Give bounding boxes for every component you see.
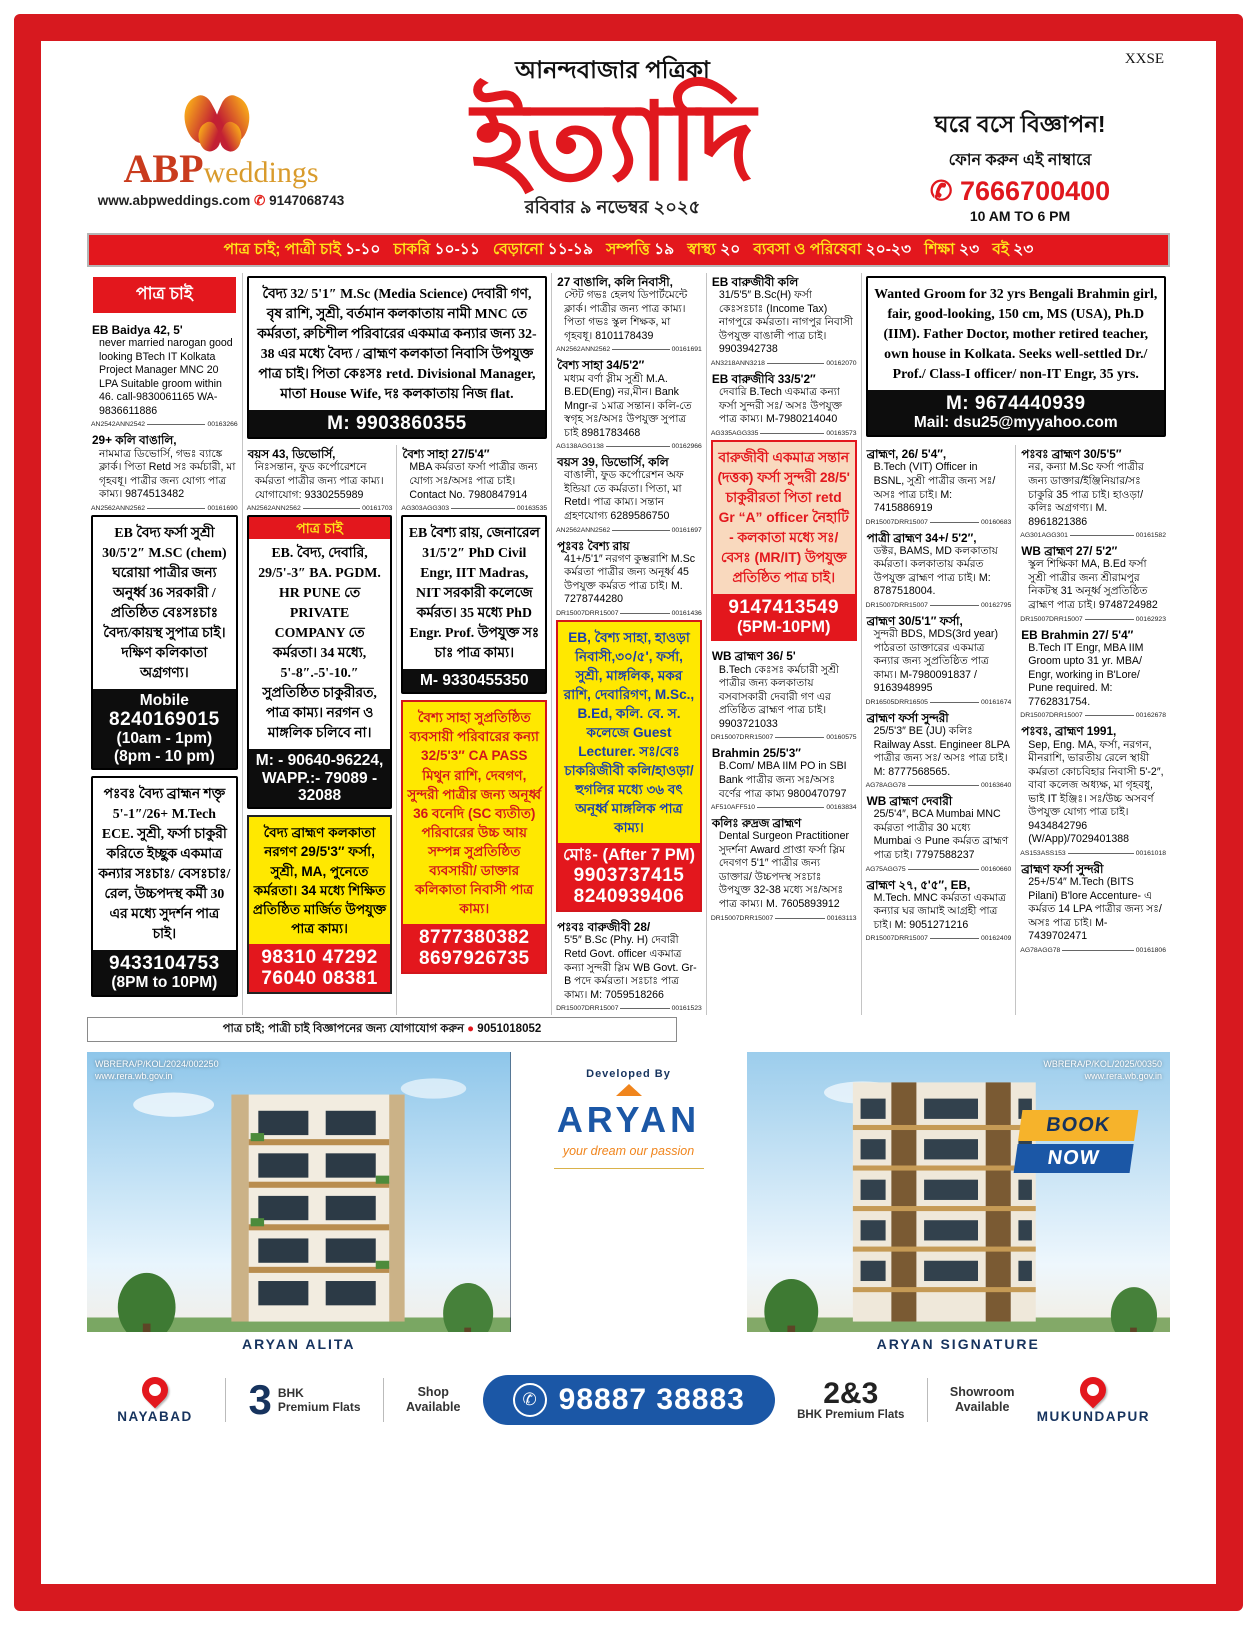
ad-body: Dental Surgeon Practitioner সুদর্শনা Award প্রাপ্তা ফর্সা স্লিম দেবগণ 5'1″ পাত্রীর জন্য ডাক্তার/ উচ্চপদস্থ সঃচাঃ উপযুক্ত 32-38 মধ্যে সঃ/অসঃ পাত্র কাম্য। M. 7605893912 xyxy=(718,830,849,910)
phone-box: 9147413549 (5PM-10PM) xyxy=(713,594,855,640)
ad-body: 5'5″ B.Sc (Phy. H) দেবারী Retd Govt. officer একমাত্র কন্যা সুন্দরী স্লিম WB Govt. Gr-B পদে কর্মরতা। সঃচাঃ পাত্র কাম্য। M: 7059518266 xyxy=(564,934,697,1001)
mid-flats-info: 2&3 BHK Premium Flats xyxy=(797,1377,905,1422)
masthead xyxy=(355,52,870,224)
classifieds-grid xyxy=(87,273,1170,1015)
butterfly-icon xyxy=(176,97,266,155)
ad-body: B.Tech IT Engr, MBA IIM Groom upto 31 yr. MBA/ Engr, working in B'Lore/ Pune required. M: 7762831754. xyxy=(1028,641,1144,708)
phone-box: M: - 90640-96224, WAPP.:- 79089 - 32088 xyxy=(249,749,391,807)
ad-body: নর, কন্যা M.Sc ফর্সা পাত্রীর জন্য ডাক্তার/ইঞ্জিনিয়ার/সঃ চাকুরি 35 পাত্র চাই। হাওড়া/কলিঃ অগ্রগণ্য। M. 8961821386 xyxy=(1028,461,1144,528)
aryan-photos-row xyxy=(87,1052,1170,1356)
advertise-info: ঘরে বসে বিজ্ঞাপন! ফোন করুন এই নাম্বারে ✆ 7666700400 10 AM TO 6 PM xyxy=(870,52,1170,224)
ad-body: Wanted Groom for 32 yrs Bengali Brahmin girl, fair, good-looking, 150 cm, MS (USA), Ph.D (IIM). Father Doctor, mother retired teacher, own house in Kolkata. Seeks well-settled Dr./ Prof./ Class-I officer/ non-IT Engr, 35 yrs. xyxy=(874,286,1158,381)
left-flats-info: 3 BHK Premium Flats xyxy=(248,1376,361,1424)
ad-body: EB, বৈশ্য সাহা, হাওড়া নিবাসী,৩০/৫', ফর্সা, সুশ্রী, মাঙ্গলিক, মকর রাশি, দেবারিগণ, M.Sc., B.Ed, কলি. বে. স. কলেজে Guest Lecturer. সঃ/বেঃ চাকরিজীবী কলি/হাওড়া/ হুগলির মধ্যে ৩৬ বৎ অনূর্ধ্ব মাঙ্গলিক পাত্র কাম্য। xyxy=(563,629,695,836)
map-pin-icon xyxy=(1075,1371,1112,1408)
ad-ref: DR15007DRR15007 00160683 xyxy=(865,518,1012,526)
ad-title: ব্রাহ্মণ ফর্সা সুন্দরী xyxy=(866,710,949,725)
ad-title: 27 বাঙালি, কলি নিবাসী, xyxy=(557,275,673,289)
ad-category-header: পাত্র চাই xyxy=(249,517,391,539)
advertise-phone: ✆ 7666700400 xyxy=(929,176,1111,206)
building-photo-right xyxy=(747,1052,1171,1356)
aryan-realestate-ad xyxy=(87,1052,1170,1444)
ad-title: কলিঃ রুদ্রজ ব্রাহ্মণ xyxy=(711,816,802,831)
ad-body: MBA কর্মরতা ফর্সা পাত্রীর জন্য যোগ্য সঃ/অসঃ পাত্র চাই। Contact No. 7980847914 xyxy=(409,461,538,501)
classified-ad xyxy=(1020,722,1166,847)
ad-ref: AG78AGG78 00161806 xyxy=(1020,946,1166,954)
ad-body: 41+/5'1″ নরগণ কুম্ভরাশি M.Sc কর্মরতা পাত্রীর জন্য অনূর্ধ্ব 45 উপযুক্ত কর্মরত পাত্র চাই। M. 7278744280 xyxy=(564,552,696,606)
category-item: শিক্ষা ২৩ xyxy=(924,241,980,258)
ad-body: বৈদ্য ব্রাহ্মণ কলকাতা নরগণ 29/5'3″ ফর্সা, সুশ্রী, MA, পুনেতে কর্মরতা। 34 মধ্যে শিক্ষিত প্রতিষ্ঠিত মার্জিত উপযুক্ত পাত্র কাম্য। xyxy=(252,825,387,936)
ad-body: Sep, Eng. MA, ফর্সা, নরগন, মীনরাশি, ভারতীয় রেলে স্থায়ী কর্মরতা কোচবিহার নিবাসী 5'-2″, বাবা কলেজ অধ্যক্ষ, মা গৃহবধু, ভাই IT ইঞ্জিঃ। সঃ/উচ্চ অসবর্ণ উপযুক্ত যোগ্য পাত্র চাই। 9434842796 (W/App)/7029401388 xyxy=(1028,738,1164,846)
masthead-header xyxy=(87,47,1170,229)
classified-ad xyxy=(1020,542,1166,612)
phone-icon: ✆ xyxy=(254,193,266,208)
ad-ref: AN2562ANN2562 00161691 xyxy=(556,346,702,354)
masthead-date: রবিবার ৯ নভেম্বর ২০২৫ xyxy=(524,197,701,218)
column-5 xyxy=(706,273,861,1015)
ad-title: Brahmin 25/5'3″ xyxy=(711,746,801,761)
divider xyxy=(554,1168,704,1169)
ad-ref: DR15007DRR15007 00162923 xyxy=(1020,615,1166,623)
column-4 xyxy=(551,273,706,1015)
classified-ad xyxy=(556,620,702,912)
classified-ad xyxy=(91,515,238,770)
classified-ad xyxy=(1020,860,1166,944)
aryan-brand: ARYAN xyxy=(556,1099,701,1141)
classified-ad xyxy=(866,792,1012,862)
ad-body: স্কুল শিক্ষিকা MA, B.Ed ফর্সা সুশ্রী পাত্রীর জন্য শ্রীরামপুর নিকটস্থ 31 অনূর্ধ্ব সুপ্রতিষ্ঠিত ব্রাহ্মণ পাত্র চাই। 9748724982 xyxy=(1028,558,1158,611)
ad-title: বৈশ্য সাহা 34/5'2″ xyxy=(557,358,645,373)
ad-ref: DR15007DRR15007 00161523 xyxy=(556,1005,702,1013)
ad-ref: DR16505DRR16505 00161674 xyxy=(865,698,1012,706)
phone-box: M: 9903860355 xyxy=(249,410,545,437)
ad-body: EB বৈশ্য রায়, জেনারেল 31/5'2″ PhD Civil Engr, IIT Madras, NIT সরকারী কলেজে কর্মরত। 35 মধ্যে PhD Engr. Prof. উপযুক্ত সঃ চাঃ পাত্র কাম্য। xyxy=(408,525,540,661)
phone-box: 9433104753 (8PM to 10PM) xyxy=(93,950,236,995)
ad-title: পূঃবঃ বৈশ্য রায় xyxy=(557,538,630,553)
ad-ref: AN2562ANN2562 00161697 xyxy=(556,526,702,534)
ad-ref: AN2562ANN2562 00161690 xyxy=(91,504,238,512)
ad-ref: AG335AGG335 00163573 xyxy=(710,429,857,437)
ad-body: 25/5'3″ BE (JU) কলিঃ Railway Asst. Engineer 8LPA পাত্রীর জন্য সঃ/ অসঃ পাত্র চাই। M: 8777568565. xyxy=(873,725,1010,778)
phone-box: মোঃ- (After 7 PM) 9903737415 8240939406 xyxy=(558,843,700,910)
ad-title: ব্রাহ্মণ 30/5'1″ ফর্সা, xyxy=(866,613,963,628)
ad-ref: DR15007DRR15007 00161436 xyxy=(556,609,702,617)
location-nayabad: NAYABAD xyxy=(107,1377,203,1424)
ad-ref: AG301AGG301 00161582 xyxy=(1020,532,1166,540)
ad-body: পঃবঃ বৈদ্য ব্রাহ্মন শক্তৃ 5'-1″/26+ M.Tech ECE. সুশ্রী, ফর্সা চাকুরী করিতে ইচ্ছুক একমাত্র কন্যার সঃচাঃ/ বেসঃচাঃ/ রেল, উচ্চপদস্থ কর্মী 30 এর মধ্যে সুদর্শন পাত্র চাই। xyxy=(98,786,231,942)
ad-title: বয়স 43, ডিভোর্সি, xyxy=(247,447,336,462)
column-6 xyxy=(861,445,1016,1015)
category-item: ব্যবসা ও পরিষেবা ২০-২৩ xyxy=(753,241,912,258)
ad-body: সুন্দরী BDS, MDS(3rd year) পাঠরতা ডাক্তারের একমাত্র কন্যার জন্য সুপ্রতিষ্ঠিত পাত্র কাম্য। M-7980091837 / 9163948995 xyxy=(873,628,998,695)
ad-ref: AG75AGG75 00160660 xyxy=(865,865,1012,873)
aryan-tagline: your dream our passion xyxy=(562,1144,695,1159)
ad-title: ব্রাহ্মণ ২৭, ৫'৫″, EB, xyxy=(866,877,971,892)
classified-ad xyxy=(91,776,238,997)
classified-ad xyxy=(401,700,547,974)
ad-body: নামমাত্র ডিভোর্সি, গভঃ ব্যাঙ্কে ক্লার্ক। পিতা Retd সঃ কর্মচারী, মা গৃহবধূ। পাত্রীর জন্য যোগ্য পাত্র কাম্য। 9874513482 xyxy=(99,447,236,501)
classified-ad xyxy=(711,440,857,642)
wide-ad-baidya xyxy=(242,273,551,445)
section-header: পাত্র চাই xyxy=(93,277,236,313)
classified-ad xyxy=(556,918,702,1002)
ad-body: B.Com/ MBA IIM PO in SBI Bank পাত্রীর জন্য সঃ/অসঃ বর্ণের পাত্র কাম্য 9800470797 xyxy=(718,760,847,800)
ad-body: স্টেট গভঃ হেলথ ডিপার্টমেন্টে ক্লার্ক। পাত্রীর জন্য পাত্র কাম্য। পিতা গভঃ স্কুল শিক্ষক, মা গৃহবধূ। 8101178439 xyxy=(564,289,688,342)
classified-ad xyxy=(556,453,702,523)
masthead-title: ইত্যাদি xyxy=(471,80,754,202)
classified-ad xyxy=(247,276,547,439)
ad-body: বারুজীবী একমাত্র সন্তান (দত্তক) ফর্সা সুন্দরী 28/5' চাকুরীরতা পিতা retd Gr “A” officer নৈহাটি - কলকাতা মধ্যে সঃ/বেসঃ (MR/IT) উপযুক্ত প্রতিষ্ঠিত পাত্র চাই। xyxy=(717,449,850,585)
ad-body: নিঃসন্তান, ফুড কর্পোরেশনে কর্মরতা পাত্রীর জন্য পাত্র কাম্য। যোগাযোগ: 9330255989 xyxy=(254,461,384,501)
category-index-bar xyxy=(87,233,1170,267)
page-code: XXSE xyxy=(1124,51,1164,67)
classified-ad xyxy=(401,445,547,502)
classified-ad xyxy=(866,709,1012,779)
ad-title: ব্রাহ্মণ ফর্সা সুন্দরী xyxy=(1021,861,1104,876)
phone-icon: ✆ xyxy=(929,176,953,206)
classified-ad xyxy=(1020,626,1166,710)
map-pin-icon xyxy=(137,1371,174,1408)
classified-contact-strip: পাত্র চাই; পাত্রী চাই বিজ্ঞাপনের জন্য যোগাযোগ করুন ● 9051018052 xyxy=(87,1017,677,1042)
ad-title: পঃবঃ, ব্রাহ্মণ 1991, xyxy=(1021,724,1117,739)
logo-text: ABPweddings xyxy=(123,146,319,191)
classified-ad xyxy=(711,273,857,357)
ad-title: পঃবঃ ব্রাহ্মণ 30/5'5″ xyxy=(1021,447,1122,462)
classified-ad xyxy=(556,356,702,440)
classified-ad xyxy=(247,445,393,502)
ad-body: বৈশ্য সাহা সুপ্রতিষ্ঠিত ব্যবসায়ী পরিবারের কন্যা 32/5'3″ CA PASS মিথুন রাশি, দেবগণ, সুন্দরী পাত্রীর জন্য অনূর্ধ্ব 36 বনেদি (SC ব্যতীত) পরিবারের উচ্চ আয় সম্পন্ন সুপ্রতিষ্ঠিত ব্যবসায়ী/ ডাক্তার কলিকাতা নিবাসী পাত্র কাম্য। xyxy=(407,710,542,916)
classified-ad xyxy=(711,744,857,801)
book-now-badge: BOOK NOW xyxy=(1014,1110,1139,1173)
masthead-kicker: আনন্দবাজার পত্রিকা xyxy=(515,56,710,84)
classified-ad xyxy=(556,537,702,607)
classified-ad xyxy=(711,814,857,911)
ad-ref: AF510AFF510 00163834 xyxy=(710,804,857,812)
phone-box: M: 9674440939 Mail: dsu25@myyahoo.com xyxy=(868,390,1164,435)
category-item: চাকরি ১০-১১ xyxy=(393,241,480,258)
classified-ad xyxy=(711,370,857,427)
shop-available: Shop Available xyxy=(406,1384,461,1415)
logo-contact: www.abpweddings.com ✆ 9147068743 xyxy=(97,193,345,208)
ad-title: বৈশ্য সাহা 27/5'4″ xyxy=(402,447,490,462)
ad-ref: DR15007DRR15007 00162795 xyxy=(865,601,1012,609)
ad-title: 29+ কলি বাঙালি, xyxy=(92,433,177,448)
column-3 xyxy=(396,445,551,1015)
ad-ref: DR15007DRR15007 00162678 xyxy=(1020,712,1166,720)
ad-body: B.Tech কেঃসঃ কর্মচারী সুশ্রী পাত্রীর জন্য কলকাতায় বসবাসকারী দেবারী গণ এর প্রতিষ্ঠিত ব্রাহ্মণ পাত্র চাই। 9903721033 xyxy=(718,663,840,730)
ad-body: M.Tech. MNC কর্মরতা একমাত্র কন্যার ঘর জামাই আগ্রহী পাত্র চাই। M: 9051271216 xyxy=(873,891,1006,931)
ad-title: পাত্রী ব্রাহ্মণ 34+/ 5'2″, xyxy=(866,530,977,545)
ad-body: দেবারি B.Tech একমাত্র কন্যা ফর্সা সুন্দরী সঃ/ অসঃ উপযুক্ত পাত্র কাম্য। M-7980214040 xyxy=(718,386,843,426)
aryan-footer-bar xyxy=(87,1356,1170,1444)
ad-body: 31/5'5″ B.Sc(H) ফর্সা কেঃসঃচাঃ (Income Tax) নাগপুরে কর্মরতা। নাগপুর নিবাসী উপযুক্ত বাঙালী পাত্র চাই। 9903942738 xyxy=(718,289,853,356)
ad-title: WB ব্রাহ্মণ 27/ 5'2″ xyxy=(1021,544,1118,559)
ad-title: পঃবঃ বারুজীবী 28/ xyxy=(557,920,651,935)
ad-ref: AG303AGG303 00163535 xyxy=(401,505,548,513)
ad-ref: AG78AGG78 00163640 xyxy=(865,782,1012,790)
divider xyxy=(225,1378,226,1422)
classified-ad xyxy=(866,445,1012,515)
wide-ad-wanted-groom xyxy=(861,273,1170,445)
ad-ref: DR15007DRR15007 00160575 xyxy=(710,734,857,742)
project-label-left: ARYAN ALITA xyxy=(87,1332,511,1356)
ad-title: EB বারুজীবি 33/5'2″ xyxy=(711,371,816,386)
ad-title: WB ব্রাহ্মণ দেবারী xyxy=(866,794,953,809)
aryan-logo-mark xyxy=(616,1084,642,1096)
ad-ref: AG138AGG138 00162966 xyxy=(556,443,702,451)
ad-title: বয়স 39, ডিভোর্সি, কলি xyxy=(557,455,669,470)
ad-title: WB ব্রাহ্মণ 36/ 5' xyxy=(711,649,796,664)
ad-body: B.Tech (VIT) Officer in BSNL, সুশ্রী পাত্রীর জন্য সঃ/ অসঃ পাত্র চাই। M: 7415886919 xyxy=(873,461,996,515)
aryan-center-panel xyxy=(511,1052,747,1356)
location-mukundapur: MUKUNDAPUR xyxy=(1037,1377,1150,1424)
phone-box: Mobile 8240169015 (10am - 1pm) (8pm - 10 pm) xyxy=(93,689,236,768)
classified-ad xyxy=(1020,445,1166,529)
column-7 xyxy=(1015,445,1170,1015)
classified-ad xyxy=(247,515,393,809)
classified-ad xyxy=(401,515,547,694)
ad-body: 25/5'4″, BCA Mumbai MNC কর্মরতা পাত্রীর 30 মধ্যে Mumbai ও Pune কর্মরত ব্রাহ্মণ পাত্র চাই। 7797588237 xyxy=(873,808,1009,861)
ad-body: EB বৈদ্য ফর্সা সুশ্রী 30/5'2″ M.SC (chem) ঘরোয়া পাত্রীর জন্য অনুর্ধ্ব 36 সরকারী / প্রতিষ্ঠিত বেঃসঃচাঃ বৈদ্য/কায়স্থ সুপাত্র চাই। দক্ষিণ কলিকাতা অগ্রগণ্য। xyxy=(102,524,227,680)
phone-box: 98310 47292 76040 08381 xyxy=(249,944,391,993)
ad-ref: AN2562ANN2562 00161703 xyxy=(246,505,393,513)
ad-body: বাঙালী, ফুড কর্পোরেশন অফ ইন্ডিয়া তে কর্মরতা। পিতা, মা Retd। পাত্র কাম্য। সন্তান গ্রহণযোগ্য 6289586750 xyxy=(564,469,684,523)
classified-ad xyxy=(866,529,1012,599)
category-item: পাত্র চাই; পাত্রী চাই ১-১০ xyxy=(223,241,381,258)
ad-ref: DR15007DRR15007 00163113 xyxy=(710,914,857,922)
classified-ad xyxy=(91,321,238,418)
divider xyxy=(383,1378,384,1422)
rera-left: WBRERA/P/KOL/2024/002250 www.rera.wb.gov.in xyxy=(95,1059,219,1082)
classified-ad xyxy=(866,876,1012,933)
divider xyxy=(927,1378,928,1422)
category-item: বই ২৩ xyxy=(992,241,1034,258)
category-item: স্বাস্থ্য ২০ xyxy=(687,241,741,258)
ad-body: 25+/5'4″ M.Tech (BITS Pilani) B'lore Accenture- এ কর্মরত 14 LPA পাত্রীর জন্য সঃ/অসঃ পাত্র চাই। M- 7439702471 xyxy=(1028,876,1162,943)
phone-icon: ✆ xyxy=(513,1383,547,1417)
classified-ad xyxy=(91,431,238,501)
ad-ref: AN3218ANN3218 00162070 xyxy=(710,359,857,367)
project-label-right: ARYAN SIGNATURE xyxy=(747,1332,1171,1356)
abp-weddings-logo xyxy=(87,67,355,209)
ad-body: never married narogan good looking BTech IT Kolkata Project Manager MNC 20 LPA Suitable groom within 46. call-9830061165 WA-9836611886 xyxy=(99,337,233,417)
red-border-frame xyxy=(14,14,1243,1611)
column-1 xyxy=(87,273,242,1015)
ad-ref: AN2542ANN2542 00163266 xyxy=(91,421,238,429)
ad-body: EB. বৈদ্য, দেবারি, 29/5'-3″ BA. PGDM. HR PUNE তে PRIVATE COMPANY তে কর্মরতা। 34 মধ্যে, 5'-8″.-5'-10.″ সুপ্রতিষ্ঠিত চাকুরীরত, পাত্র কাম্য। নরগন ও মাঙ্গলিক চলিবে না। xyxy=(258,545,381,741)
ad-title: ব্রাহ্মণ, 26/ 5'4″, xyxy=(866,447,947,462)
classified-ad xyxy=(556,273,702,343)
ad-body: ডক্টর, BAMS, MD কলকাতায় কর্মরতা। কলকাতায় কর্মরত উপযুক্ত ব্রাহ্মণ পাত্র চাই। M: 8787518004. xyxy=(873,544,998,598)
developed-by-label: Developed By xyxy=(586,1068,671,1081)
classified-ad xyxy=(866,612,1012,696)
column-2 xyxy=(242,445,397,1015)
phone-box: 8777380382 8697926735 xyxy=(403,924,545,973)
aryan-phone-pill: ✆ 98887 38883 xyxy=(483,1375,775,1425)
ad-title: EB Brahmin 27/ 5'4″ xyxy=(1021,627,1134,642)
ad-title: EB বারুজীবী কলি xyxy=(711,275,799,289)
ad-title: EB Baidya 42, 5' xyxy=(92,323,183,337)
ad-body: মধ্যম বর্ণা স্লীম সুশ্রী M.A. B.ED(Eng) নর,মীন। Bank Mngr-র ১মাত্র সন্তান। কলি-তে স্বগৃহ সঃ/অসঃ উপযুক্ত সুপাত্র চাই 8981783468 xyxy=(564,372,692,439)
ad-body: বৈদ্য 32/ 5'1″ M.Sc (Media Science) দেবারী গণ, বৃষ রাশি, সুশ্রী, বর্তমান কলকাতায় নামী MNC তে কর্মরতা, রুচিশীল পরিবারের একমাত্র কন্যার জন্য 32-38 এর মধ্যে বৈদ্য / ব্রাহ্মণ কলকাতা নিবাসি উপযুক্ত পাত্র চাই। পিতা কেঃসঃ retd. Divisional Manager, মাতা House Wife, দঃ কলকাতায় নিজ flat. xyxy=(257,286,537,401)
phone-box: M- 9330455350 xyxy=(403,669,545,692)
ad-ref: DR15007DRR15007 00162409 xyxy=(865,935,1012,943)
showroom-available: Showroom Available xyxy=(949,1384,1015,1415)
category-item: সম্পত্তি ১৯ xyxy=(606,241,675,258)
category-item: বেড়ানো ১১-১৯ xyxy=(492,241,594,258)
rera-right: WBRERA/P/KOL/2025/00350 www.rera.wb.gov.in xyxy=(1043,1059,1162,1082)
ad-ref: AS153ASS153 00161018 xyxy=(1020,849,1166,857)
classified-ad xyxy=(866,276,1166,437)
classified-ad xyxy=(711,647,857,731)
classified-ad xyxy=(247,815,393,994)
building-photo-left xyxy=(87,1052,511,1356)
